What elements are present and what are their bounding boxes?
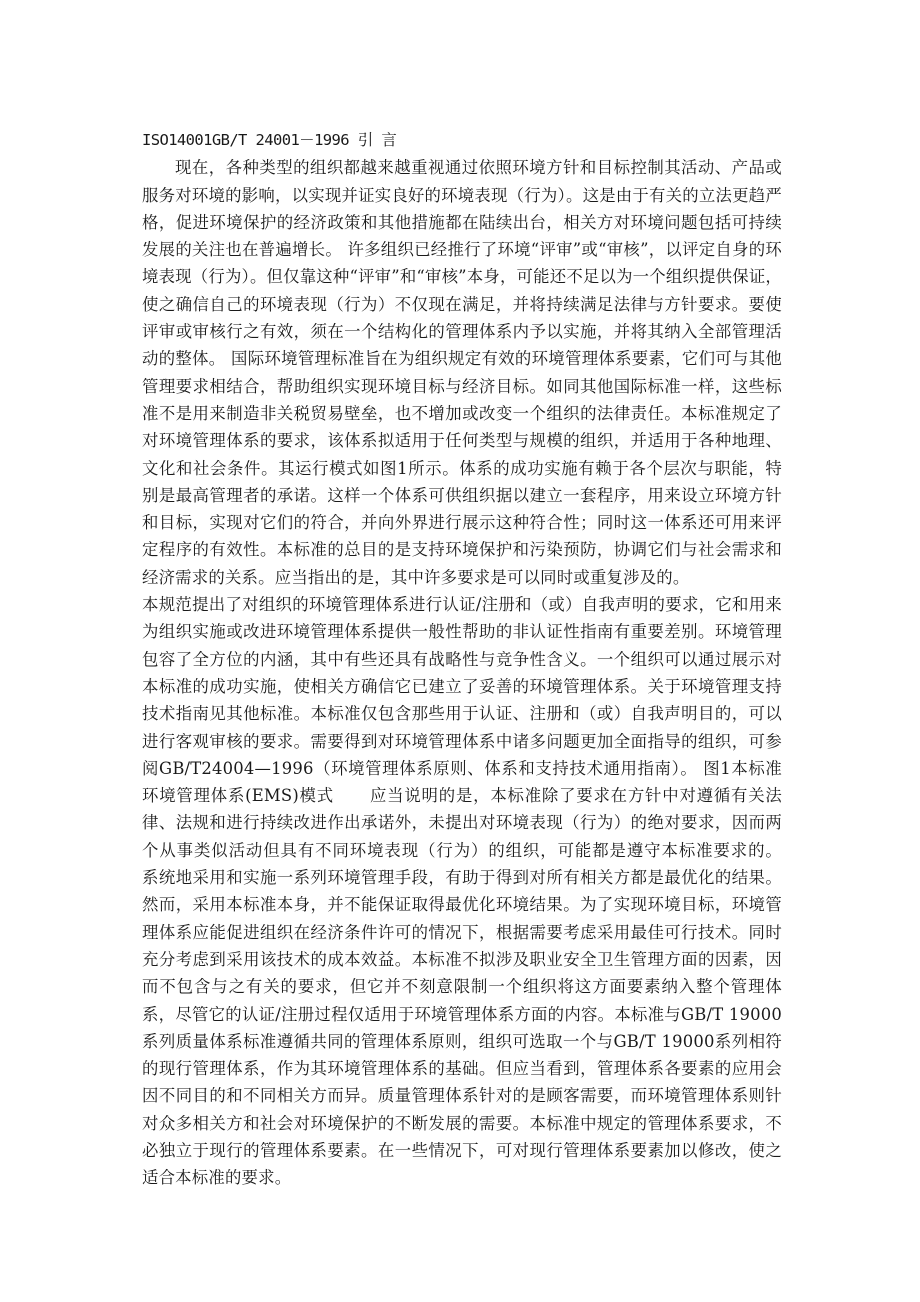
intro-paragraph-2: 本规范提出了对组织的环境管理体系进行认证/注册和（或）自我声明的要求，它和用来为组织实施或改进环境管理体系提供一般性帮助的非认证性指南有重要差别。环境管理包容了全方位的内涵，其中有些还具有战略性与竞争性含义。一个组织可以通过展示对本标准的成功实施，使相关方确信它已建立了妥善的环境管理体系。关于环境管理支持技术指南见其他标准。本标准仅包含那些用于认证、注册和（或）自我声明目的，可以进行客观审核的要求。需要得到对环境管理体系中诸多问题更加全面指导的组织，可参阅GB/T24004—1996（环境管理体系原则、体系和支持技术通用指南）。 图1本标准环境管理体系(EMS)模式 应当说明的是，本标准除了要求在方针中对遵循有关法律、法规和进行持续改进作出承诺外，未提出对环境表现（行为）的绝对要求，因而两个从事类似活动但具有不同环境表现（行为）的组织，可能都是遵守本标准要求的。 系统地采用和实施一系列环境管理手段，有助于得到对所有相关方都是最优化的结果。然而，采用本标准本身，并不能保证取得最优化环境结果。为了实现环境目标，环境管理体系应能促进组织在经济条件许可的情况下，根据需要考虑采用最佳可行技术。同时充分考虑到采用该技术的成本效益。本标准不拟涉及职业安全卫生管理方面的因素，因而不包含与之有关的要求，但它并不刻意限制一个组织将这方面要素纳入整个管理体系，尽管它的认证/注册过程仅适用于环境管理体系方面的内容。本标准与GB/T 19000系列质量体系标准遵循共同的管理体系原则，组织可选取一个与GB/T 19000系列相符的现行管理体系，作为其环境管理体系的基础。但应当看到，管理体系各要素的应用会因不同目的和不同相关方而异。质量管理体系针对的是顾客需要，而环境管理体系则针对众多相关方和社会对环境保护的不断发展的需要。本标准中规定的管理体系要求，不必独立于现行的管理体系要素。在一些情况下，可对现行管理体系要素加以修改，使之适合本标准的要求。	[142, 595, 815, 1188]
document-title: ISO14001GB/T 24001－1996 引 言	[142, 131, 397, 149]
intro-paragraph-1: 现在，各种类型的组织都越来越重视通过依照环境方针和目标控制其活动、产品或服务对环境的影响，以实现并证实良好的环境表现（行为）。这是由于有关的立法更趋严格，促进环境保护的经济政策和其他措施都在陆续出台，相关方对环境问题包括可持续发展的关注也在普遍增长。 许多组织已经推行了环境“评审”或“审核”，以评定自身的环境表现（行为）。但仅靠这种“评审”和“审核”本身，可能还不足以为一个组织提供保证，使之确信自己的环境表现（行为）不仅现在满足，并将持续满足法律与方针要求。要使评审或审核行之有效，须在一个结构化的管理体系内予以实施，并将其纳入全部管理活动的整体。 国际环境管理标准旨在为组织规定有效的环境管理体系要素，它们可与其他管理要求相结合，帮助组织实现环境目标与经济目标。如同其他国际标准一样，这些标准不是用来制造非关税贸易壁垒，也不增加或改变一个组织的法律责任。本标准规定了对环境管理体系的要求，该体系拟适用于任何类型与规模的组织，并适用于各种地理、文化和社会条件。其运行模式如图1所示。体系的成功实施有赖于各个层次与职能，特别是最高管理者的承诺。这样一个体系可供组织据以建立一套程序，用来设立环境方针和目标，实现对它们的符合，并向外界进行展示这种符合性；同时这一体系还可用来评定程序的有效性。本标准的总目的是支持环境保护和污染预防，协调它们与社会需求和经济需求的关系。应当指出的是，其中许多要求是可以同时或重复涉及的。	[142, 158, 782, 587]
document-body	[142, 127, 815, 1192]
